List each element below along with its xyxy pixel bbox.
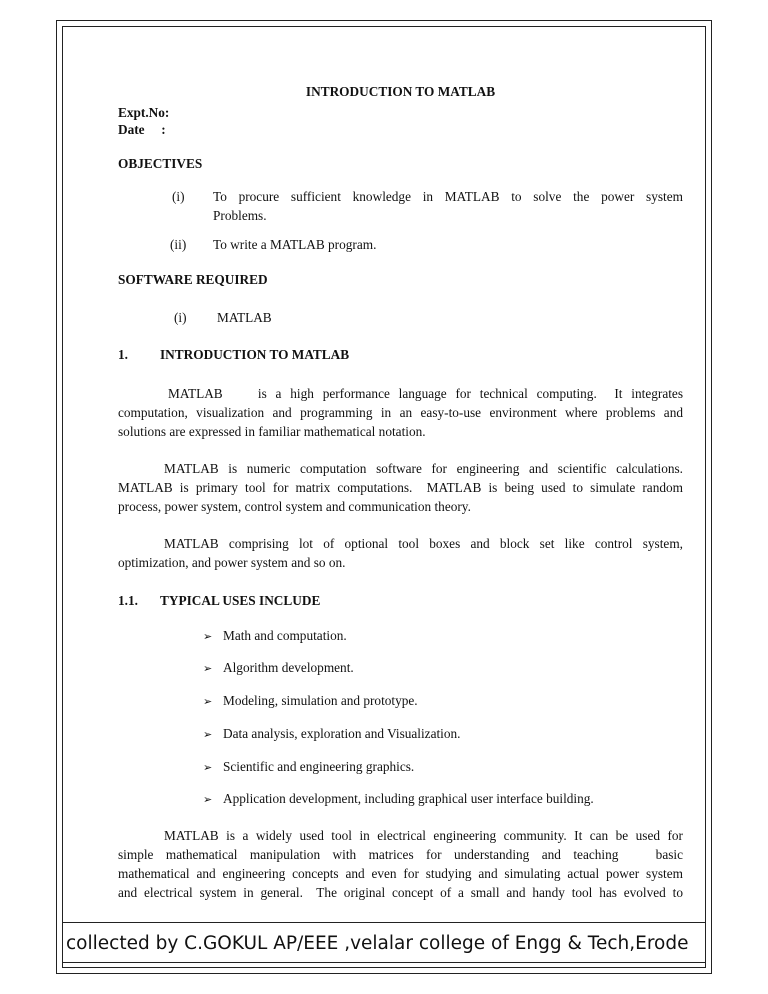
section-1-heading: INTRODUCTION TO MATLAB [160, 347, 350, 362]
bullet-text: Data analysis, exploration and Visualization. [223, 726, 461, 741]
section-1-number: 1. [118, 347, 128, 362]
bullet-item [203, 758, 414, 777]
section-1-paragraph-1 [118, 384, 683, 441]
bullet-text: Modeling, simulation and prototype. [223, 693, 418, 708]
paragraph-1-line-1: MATLAB is a high performance language for technical computing. It integrates [168, 386, 683, 401]
footer-credit: collected by C.GOKUL AP/EEE ,velalar college of Engg & Tech,Erode [66, 933, 689, 954]
date-label: Date : [118, 122, 166, 137]
arrow-bullet-icon: ➢ [203, 662, 213, 675]
section-1-1-paragraph [118, 826, 683, 902]
section-1-paragraph-3 [118, 534, 683, 572]
objectives-heading: OBJECTIVES [118, 156, 203, 171]
paragraph-4-line-4: and electrical system in general. The original concept of a small and handy tool has evolved to [118, 885, 683, 900]
bullet-text: Math and computation. [223, 628, 347, 643]
footer-rule-bottom [62, 962, 706, 963]
paragraph-3-line-2: optimization, and power system and so on. [118, 555, 346, 570]
objective-1-line-1: To procure sufficient knowledge in MATLAB to solve the power system [213, 189, 683, 204]
objective-1-number: (i) [172, 189, 185, 204]
paragraph-2-line-2: MATLAB is primary tool for matrix computations. MATLAB is being used to simulate random [118, 480, 683, 495]
paragraph-2-line-1: MATLAB is numeric computation software for engineering and scientific calculations. [164, 461, 683, 476]
paragraph-1-line-2: computation, visualization and programming in an easy-to-use environment where problems and [118, 405, 683, 420]
objective-1-line-2: Problems. [213, 208, 267, 223]
bullet-item [203, 692, 418, 711]
software-heading: SOFTWARE REQUIRED [118, 272, 268, 287]
paragraph-3-line-1: MATLAB comprising lot of optional tool boxes and block set like control system, [164, 536, 683, 551]
section-1-1-number: 1.1. [118, 593, 138, 608]
bullet-item [203, 627, 347, 646]
bullet-item [203, 659, 354, 678]
paragraph-1-line-3: solutions are expressed in familiar mathematical notation. [118, 424, 426, 439]
objective-2-line-1: To write a MATLAB program. [213, 237, 377, 252]
paragraph-2-line-3: process, power system, control system and communication theory. [118, 499, 471, 514]
paragraph-4-line-2: simple mathematical manipulation with matrices for understanding and teaching basic [118, 847, 683, 862]
objective-2-text [213, 235, 683, 254]
bullet-text: Algorithm development. [223, 660, 354, 675]
expt-no-label: Expt.No: [118, 105, 170, 120]
bullet-item [203, 790, 594, 809]
section-1-paragraph-2 [118, 459, 683, 516]
arrow-bullet-icon: ➢ [203, 695, 213, 708]
bullet-text: Application development, including graphical user interface building. [223, 791, 594, 806]
arrow-bullet-icon: ➢ [203, 761, 213, 774]
document-title: INTRODUCTION TO MATLAB [305, 84, 496, 99]
arrow-bullet-icon: ➢ [203, 793, 213, 806]
arrow-bullet-icon: ➢ [203, 630, 213, 643]
paragraph-4-line-1: MATLAB is a widely used tool in electrical engineering community. It can be used for [164, 828, 683, 843]
software-1-text: MATLAB [217, 310, 272, 325]
section-1-1-heading: TYPICAL USES INCLUDE [160, 593, 321, 608]
bullet-text: Scientific and engineering graphics. [223, 759, 415, 774]
bullet-item [203, 725, 461, 744]
arrow-bullet-icon: ➢ [203, 728, 213, 741]
objective-2-number: (ii) [170, 237, 187, 252]
footer-rule-top [62, 922, 706, 923]
paragraph-4-line-3: mathematical and engineering concepts and even for studying and simulating actual power system [118, 866, 683, 881]
software-1-number: (i) [174, 310, 187, 325]
objective-1-text [213, 187, 683, 225]
